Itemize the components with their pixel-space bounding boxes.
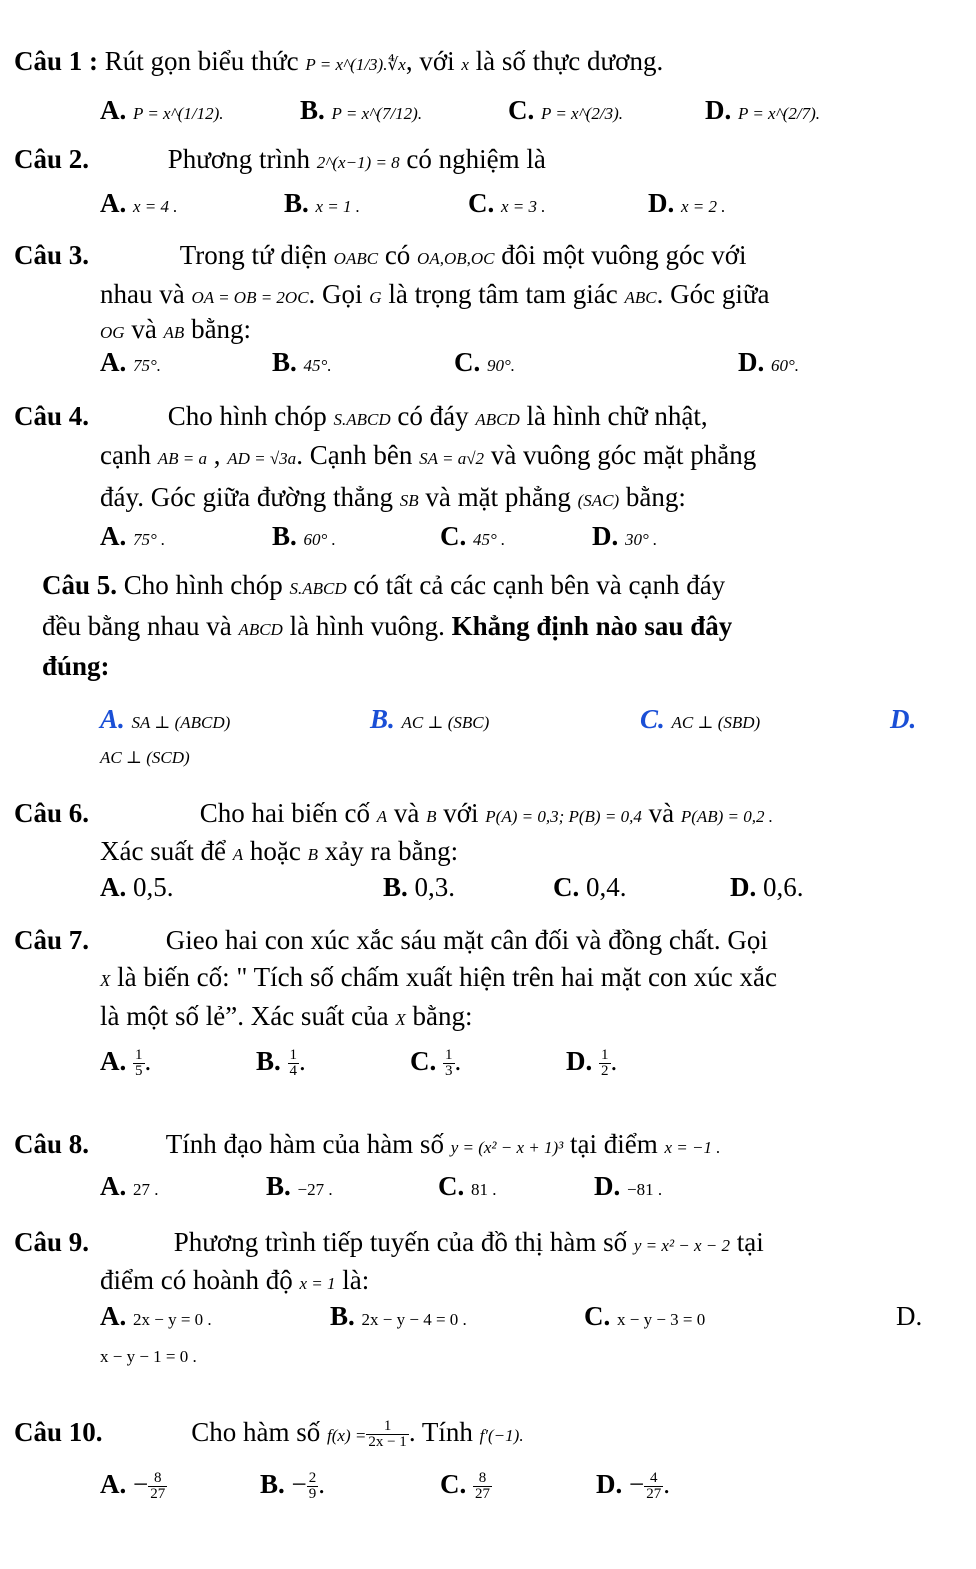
q4-option-c[interactable] — [440, 520, 505, 556]
q8-expr: y = (x² − x + 1)³ — [450, 1138, 564, 1157]
q4-label: Câu 4. — [14, 401, 90, 431]
q4-text: bằng: — [625, 482, 686, 512]
q6-math: B — [307, 845, 318, 864]
q6-text: Cho hai biến cố — [199, 798, 370, 828]
option-letter: A. — [100, 1301, 127, 1331]
option-value: P = x^(2/3). — [541, 104, 624, 123]
option-letter: B. — [370, 704, 395, 734]
option-value: 2x − y − 4 = 0 . — [361, 1310, 467, 1329]
q8-option-c[interactable] — [438, 1170, 497, 1206]
q6-option-c[interactable] — [553, 871, 627, 903]
option-letter: D. — [648, 188, 675, 218]
numerator: 1 — [445, 1047, 453, 1064]
q10-text: . Tính — [408, 1417, 473, 1447]
q6-option-d[interactable] — [730, 871, 804, 903]
option-value: 60°. — [771, 356, 800, 375]
q9-text: là: — [342, 1265, 370, 1295]
q1-text-c: là số thực dương. — [475, 46, 664, 76]
q7-label: Câu 7. — [14, 925, 90, 955]
option-letter: D. — [738, 347, 765, 377]
q5-text: là hình vuông. — [289, 611, 445, 641]
q3-text: đôi một vuông góc với — [501, 240, 747, 270]
q2-text-a: Phương trình — [167, 144, 310, 174]
q9-line-2 — [100, 1264, 369, 1300]
q10-stem — [14, 1416, 524, 1452]
option-value: −27 . — [297, 1180, 333, 1199]
numerator: 4 — [644, 1471, 663, 1487]
q10-math: f′(−1). — [479, 1426, 524, 1445]
option-value: 75°. — [133, 356, 162, 375]
q6-text: và — [393, 798, 420, 828]
q3-text: bằng: — [191, 314, 252, 344]
option-fraction — [599, 1048, 611, 1079]
q5-option-d[interactable] — [890, 703, 916, 735]
q2-label: Câu 2. — [14, 144, 90, 174]
q6-math: P(A) = 0,3; P(B) = 0,4 — [485, 807, 642, 826]
q4-math: ABCD — [475, 410, 520, 429]
q6-option-a[interactable] — [100, 871, 174, 903]
q8-option-a[interactable] — [100, 1170, 159, 1206]
option-letter: C. — [553, 872, 580, 902]
option-value: x − y − 3 = 0 — [617, 1310, 706, 1329]
q3-math: AB — [163, 323, 185, 342]
q4-line-1 — [14, 400, 708, 436]
option-letter: C. — [584, 1301, 611, 1331]
q10-text: Cho hàm số — [191, 1417, 321, 1447]
q2-stem — [14, 143, 546, 179]
option-value: x = 3 . — [501, 197, 546, 216]
numerator: 1 — [135, 1047, 143, 1064]
q2-expr: 2^(x−1) = 8 — [316, 153, 400, 172]
q4-line-3 — [100, 481, 686, 517]
q8-option-d[interactable] — [594, 1170, 662, 1206]
denominator: 27 — [475, 1486, 490, 1503]
q1-option-d[interactable] — [705, 94, 820, 130]
q8-text: tại điểm — [570, 1129, 658, 1159]
q9-text: Phương trình tiếp tuyến của đồ thị hàm số — [173, 1227, 628, 1257]
denominator: 27 — [646, 1486, 662, 1503]
q2-option-a[interactable] — [100, 187, 178, 223]
denominator: 27 — [150, 1486, 166, 1503]
q2-option-b[interactable] — [284, 187, 360, 223]
option-value: x − y − 1 = 0 . — [100, 1347, 197, 1366]
q2-text-b: có nghiệm là — [406, 144, 546, 174]
option-letter: D. — [594, 1171, 621, 1201]
option-letter: A. — [100, 188, 127, 218]
option-fraction — [443, 1048, 455, 1079]
option-value: 75° . — [133, 530, 166, 549]
q3-text: nhau và — [100, 279, 185, 309]
q9-math: y = x² − x − 2 — [633, 1236, 731, 1255]
q6-text: với — [443, 798, 479, 828]
q10-option-a[interactable] — [100, 1468, 167, 1502]
option-letter: D. — [896, 1301, 923, 1331]
option-value: 0,4. — [586, 872, 627, 902]
q6-math: P(AB) = 0,2 . — [680, 807, 774, 826]
q9-text: điểm có hoành độ — [100, 1265, 293, 1295]
option-sign: − — [133, 1469, 149, 1499]
q3-label: Câu 3. — [14, 240, 90, 270]
q7-text: là một số lẻ”. Xác suất của — [100, 1001, 389, 1031]
option-fraction — [644, 1471, 663, 1502]
q10-option-c[interactable] — [440, 1468, 492, 1502]
q4-math: (SAC) — [577, 491, 620, 510]
q5-line-3: đúng: — [42, 651, 110, 681]
option-letter: B. — [383, 872, 408, 902]
option-letter: B. — [266, 1171, 291, 1201]
q4-text: là hình chữ nhật, — [526, 401, 708, 431]
option-value: SA ⊥ (ABCD) — [131, 713, 231, 732]
q6-line-1 — [14, 797, 773, 833]
option-letter: D. — [890, 704, 917, 734]
option-letter: C. — [410, 1046, 437, 1076]
option-value: 45° . — [473, 530, 506, 549]
q2-option-c[interactable] — [468, 187, 546, 223]
option-fraction — [473, 1471, 492, 1502]
q3-math: OABC — [333, 249, 379, 268]
q7-option-d[interactable]: D. $\frac{1}{2}$ . — [566, 1046, 618, 1080]
q1-var: x — [461, 55, 469, 74]
q1-stem — [14, 45, 663, 81]
numerator: 1 — [289, 1047, 298, 1064]
option-letter: B. — [260, 1469, 285, 1499]
option-letter: B. — [272, 347, 297, 377]
option-letter: C. — [508, 95, 535, 125]
q4-math: SB — [399, 491, 419, 510]
q7-math: X — [100, 971, 111, 990]
q7-math: X — [395, 1010, 406, 1029]
option-letter: B. — [284, 188, 309, 218]
q4-math: SA = a√2 — [419, 449, 485, 468]
q1-option-b[interactable] — [300, 94, 422, 130]
q4-option-d[interactable] — [592, 520, 657, 556]
denominator: 5 — [135, 1063, 143, 1080]
option-sign: − — [291, 1469, 307, 1499]
option-letter: A. — [100, 95, 127, 125]
q6-text: hoặc — [249, 836, 301, 866]
q1-expr: P = x^(1/3).∜x — [305, 55, 406, 74]
option-letter: A. — [100, 704, 125, 734]
q4-text: có đáy — [397, 401, 469, 431]
option-letter: B. — [330, 1301, 355, 1331]
option-letter: D. — [566, 1046, 593, 1076]
option-letter: C. — [640, 704, 665, 734]
numerator: 8 — [148, 1471, 167, 1487]
q7-option-c[interactable]: C. $\frac{1}{3}$ . — [410, 1046, 462, 1080]
q3-text: . Góc giữa — [656, 279, 770, 309]
q9-text: tại — [736, 1227, 764, 1257]
option-letter: B. — [272, 521, 297, 551]
q7-text: là biến cố: " Tích số chấm xuất hiện trên hai mặt con xúc xắc — [117, 962, 777, 992]
option-value: 0,6. — [763, 872, 804, 902]
q3-math: G — [369, 288, 382, 307]
q9-option-d-value[interactable] — [100, 1337, 197, 1373]
q7-line-1 — [14, 924, 768, 956]
q6-label: Câu 6. — [14, 798, 90, 828]
q2-option-d[interactable] — [648, 187, 726, 223]
q8-math: x = −1 . — [664, 1138, 721, 1157]
q3-math: OA = OB = 2OC — [191, 288, 309, 307]
option-value: AC ⊥ (SCD) — [100, 748, 190, 767]
q9-math: x = 1 — [299, 1274, 336, 1293]
q5-math: ABCD — [238, 620, 283, 639]
q6-math: A — [232, 845, 244, 864]
denominator: 2x − 1 — [368, 1434, 407, 1451]
q5-text: Cho hình chóp — [123, 570, 283, 600]
q9-option-c[interactable] — [584, 1300, 705, 1336]
q5-text: có tất cả các cạnh bên và cạnh đáy — [353, 570, 726, 600]
q4-math: AB = a — [157, 449, 207, 468]
option-value: x = 4 . — [133, 197, 178, 216]
option-value: 45°. — [303, 356, 332, 375]
q10-label: Câu 10. — [14, 1417, 103, 1447]
option-letter: C. — [440, 521, 467, 551]
q4-text: đáy. Góc giữa đường thẳng — [100, 482, 393, 512]
option-letter: C. — [440, 1469, 467, 1499]
option-letter: A. — [100, 521, 127, 551]
q3-option-c[interactable] — [454, 346, 515, 382]
q5-option-a[interactable] — [100, 703, 230, 739]
q6-option-b[interactable] — [383, 871, 455, 903]
q4-math: S.ABCD — [333, 410, 391, 429]
denominator: 2 — [601, 1063, 609, 1080]
option-value: P = x^(7/12). — [331, 104, 423, 123]
q9-option-a[interactable] — [100, 1300, 212, 1336]
q3-line-3 — [100, 313, 251, 349]
q4-option-b[interactable] — [272, 520, 336, 556]
q10-option-d[interactable]: D. − $\frac{4}{27}$ . — [596, 1469, 670, 1503]
option-fraction — [307, 1471, 319, 1502]
q8-text: Tính đạo hàm của hàm số — [165, 1129, 444, 1159]
option-letter: A. — [100, 1046, 127, 1076]
denominator: 4 — [289, 1063, 298, 1080]
option-value: 2x − y = 0 . — [133, 1310, 212, 1329]
q9-label: Câu 9. — [14, 1227, 90, 1257]
q4-text: Cho hình chóp — [167, 401, 327, 431]
q3-text: . Gọi — [308, 279, 363, 309]
q3-math: ABC — [624, 288, 657, 307]
q1-option-a[interactable] — [100, 94, 224, 130]
q5-option-d-value[interactable] — [100, 738, 190, 774]
option-letter: C. — [438, 1171, 465, 1201]
q3-text: có — [384, 240, 411, 270]
q3-math: OG — [100, 323, 125, 342]
q7-option-a[interactable]: A. $\frac{1}{5}$ . — [100, 1046, 152, 1080]
q3-option-a[interactable] — [100, 346, 161, 382]
q10-fraction — [366, 1419, 408, 1450]
option-value: P = x^(1/12). — [133, 104, 224, 123]
option-value: AC ⊥ (SBC) — [401, 713, 490, 732]
q9-option-d[interactable] — [896, 1300, 922, 1332]
denominator: 9 — [308, 1486, 317, 1503]
option-letter: D. — [592, 521, 619, 551]
q5-bold-text: Khẳng định nào sau đây — [451, 611, 733, 641]
q3-option-d[interactable] — [738, 346, 799, 382]
q7-option-b[interactable]: B. $\frac{1}{4}$ . — [256, 1046, 306, 1080]
q9-option-b[interactable] — [330, 1300, 467, 1336]
option-letter: A. — [100, 347, 127, 377]
q3-text: Trong tứ diện — [179, 240, 327, 270]
option-value: 60° . — [303, 530, 336, 549]
option-value: 81 . — [471, 1180, 497, 1199]
q5-label: Câu 5. — [42, 570, 118, 600]
option-value: 0,5. — [133, 872, 174, 902]
option-letter: A. — [100, 1171, 127, 1201]
option-value: 0,3. — [414, 872, 456, 902]
option-letter: D. — [596, 1469, 623, 1499]
q3-line-2 — [100, 278, 769, 314]
q6-text: Xác suất để — [100, 836, 226, 866]
q1-label: Câu 1 : — [14, 46, 99, 76]
q5-option-c[interactable] — [640, 703, 760, 739]
q6-text: và — [648, 798, 675, 828]
numerator: 2 — [308, 1470, 317, 1487]
q5-option-b[interactable] — [370, 703, 489, 739]
option-value: 27 . — [133, 1180, 159, 1199]
q9-line-1 — [14, 1226, 764, 1262]
denominator: 3 — [445, 1063, 453, 1080]
q7-text: Gieo hai con xúc xắc sáu mặt cân đối và đồng chất. Gọi — [165, 925, 768, 955]
q1-text-a: Rút gọn biểu thức — [104, 46, 299, 76]
q5-line-2 — [42, 610, 732, 646]
q6-line-2 — [100, 835, 458, 871]
q10-option-b[interactable]: B. − $\frac{2}{9}$ . — [260, 1469, 325, 1503]
option-value: 30° . — [625, 530, 658, 549]
q8-label: Câu 8. — [14, 1129, 90, 1159]
option-fraction — [133, 1048, 145, 1079]
option-letter: D. — [705, 95, 732, 125]
option-letter: D. — [730, 872, 757, 902]
q4-math: AD = √3a — [227, 449, 297, 468]
q1-option-c[interactable] — [508, 94, 623, 130]
q5-text: đều bằng nhau và — [42, 611, 232, 641]
q8-option-b[interactable] — [266, 1170, 333, 1206]
q4-text: và vuông góc mặt phẳng — [490, 440, 757, 470]
option-letter: B. — [256, 1046, 281, 1076]
option-value: −81 . — [627, 1180, 663, 1199]
q6-math: A — [376, 807, 388, 826]
numerator: 1 — [366, 1419, 408, 1435]
q4-line-2 — [100, 439, 756, 475]
q7-text: bằng: — [412, 1001, 473, 1031]
option-value: P = x^(2/7). — [738, 104, 821, 123]
option-letter: C. — [454, 347, 481, 377]
q3-text: là trọng tâm tam giác — [388, 279, 618, 309]
q3-math: OA,OB,OC — [417, 249, 495, 268]
q6-text: xảy ra bằng: — [324, 836, 459, 866]
q3-text: và — [131, 314, 157, 344]
option-fraction — [288, 1048, 300, 1079]
q10-math: f(x) = — [327, 1426, 367, 1445]
option-value: x = 1 . — [315, 197, 361, 216]
option-letter: C. — [468, 188, 495, 218]
numerator: 8 — [473, 1471, 492, 1487]
option-value: x = 2 . — [681, 197, 726, 216]
q3-line-1 — [14, 239, 747, 275]
q4-text: . Cạnh bên — [296, 440, 413, 470]
option-value: AC ⊥ (SBD) — [671, 713, 761, 732]
q4-text: cạnh — [100, 440, 151, 470]
q6-math: B — [426, 807, 437, 826]
q4-option-a[interactable] — [100, 520, 165, 556]
q4-text: và mặt phẳng — [425, 482, 571, 512]
q3-option-b[interactable] — [272, 346, 332, 382]
q8-stem — [14, 1128, 721, 1164]
q5-line-1 — [42, 569, 725, 605]
option-fraction — [148, 1471, 167, 1502]
option-letter: A. — [100, 872, 127, 902]
option-letter: B. — [300, 95, 325, 125]
option-value: 90°. — [487, 356, 516, 375]
option-letter: A. — [100, 1469, 127, 1499]
q7-line-3 — [100, 1000, 473, 1036]
numerator: 1 — [601, 1047, 609, 1064]
q1-text-b: , với — [405, 46, 455, 76]
q7-line-2 — [100, 961, 777, 997]
option-sign: − — [629, 1469, 645, 1499]
q4-text: , — [213, 440, 221, 470]
q5-math: S.ABCD — [289, 579, 347, 598]
